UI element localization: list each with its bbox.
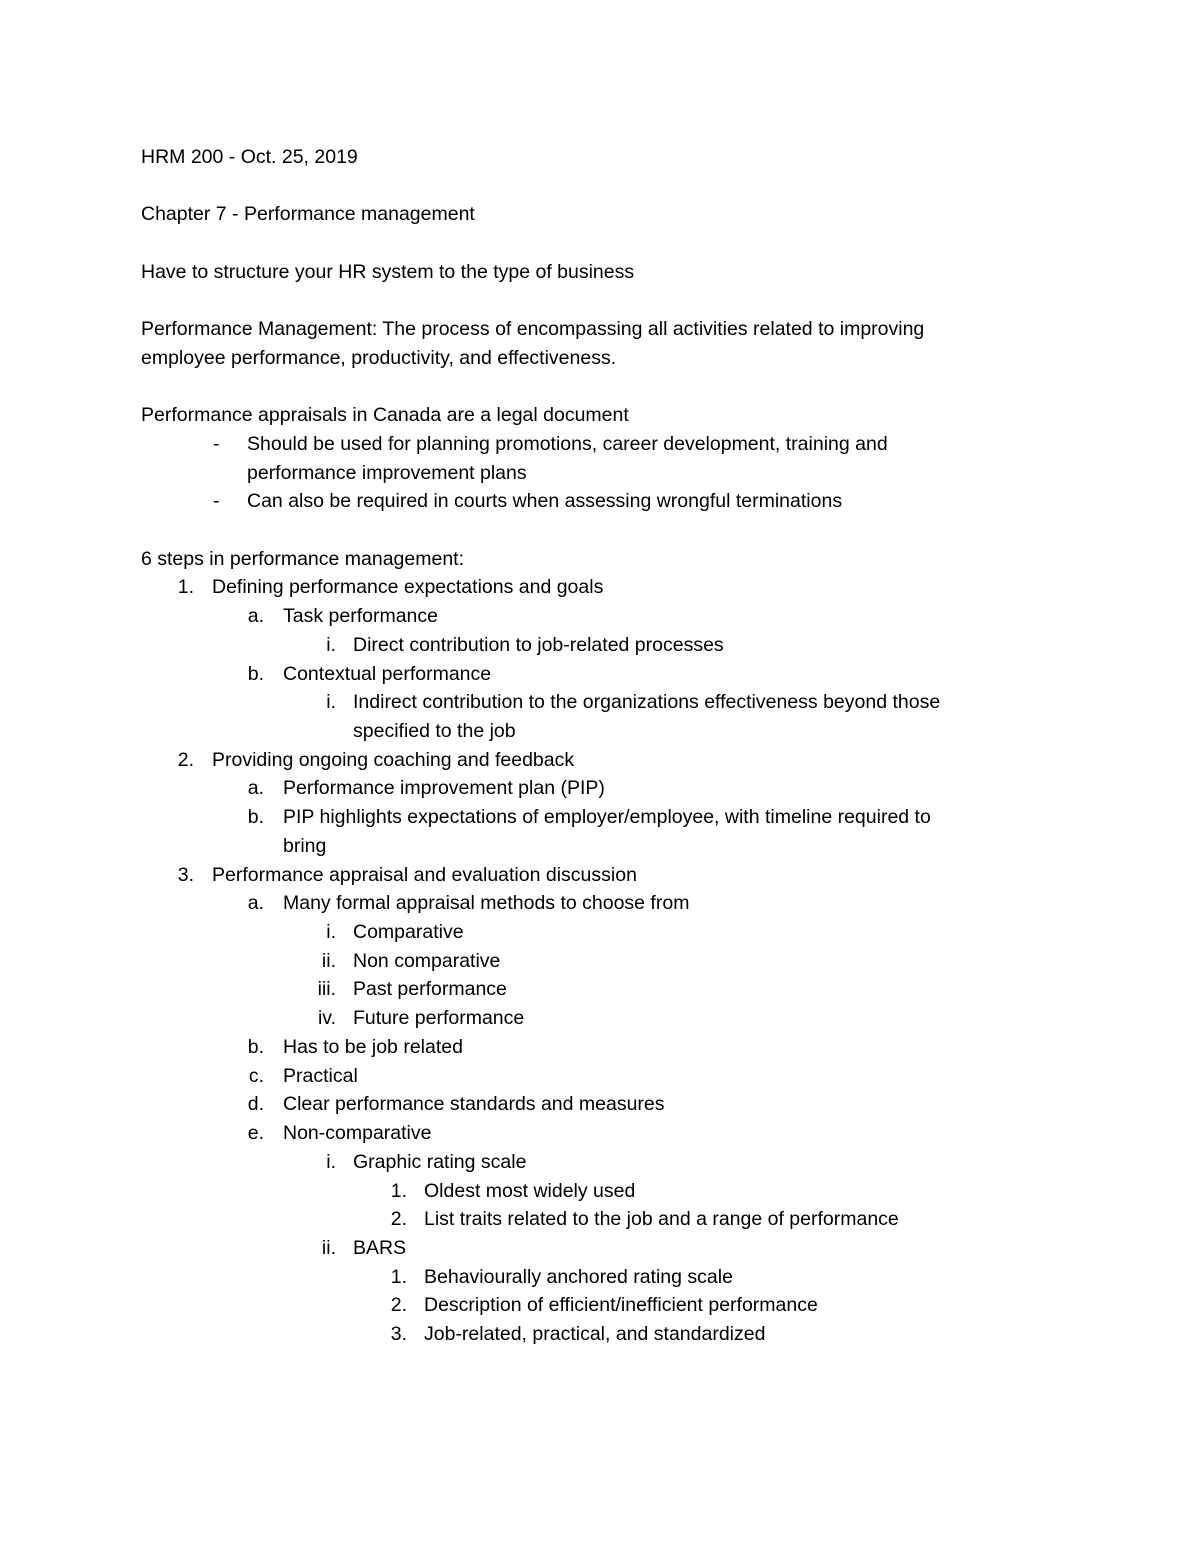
appraisals-heading: Performance appraisals in Canada are a legal document <box>141 404 629 426</box>
bullet-1-line-2: performance improvement plans <box>247 462 527 484</box>
document-header: HRM 200 - Oct. 25, 2019 <box>141 146 358 168</box>
step-3b: Has to be job related <box>283 1036 463 1058</box>
step-3a-i: Comparative <box>353 921 464 943</box>
step-3e-i-2: List traits related to the job and a range of performance <box>424 1208 899 1230</box>
step-3: Performance appraisal and evaluation discussion <box>212 864 637 886</box>
list-roman: ii. <box>321 950 336 972</box>
step-2b-line-2: bring <box>283 835 327 857</box>
step-2: Providing ongoing coaching and feedback <box>212 749 575 771</box>
list-number: 1. <box>177 576 194 598</box>
list-letter: e. <box>247 1122 264 1144</box>
step-1b-i-line-2: specified to the job <box>353 720 516 742</box>
list-roman: i. <box>326 634 336 656</box>
definition-line-2: employee performance, productivity, and effectiveness. <box>141 347 617 369</box>
list-number: 2. <box>390 1294 407 1316</box>
step-3a-ii: Non comparative <box>353 950 501 972</box>
bullet-1-line-1: Should be used for planning promotions, career development, training and <box>247 433 888 455</box>
step-3e-ii: BARS <box>353 1237 407 1259</box>
step-1b: Contextual performance <box>283 663 492 685</box>
step-2b-line-1: PIP highlights expectations of employer/employee, with timeline required to <box>283 806 931 828</box>
step-1b-i-line-1: Indirect contribution to the organizations effectiveness beyond those <box>353 691 941 713</box>
step-3a-iv: Future performance <box>353 1007 525 1029</box>
step-3d: Clear performance standards and measures <box>283 1093 665 1115</box>
step-3e: Non-comparative <box>283 1122 432 1144</box>
step-3e-ii-2: Description of efficient/inefficient performance <box>424 1294 818 1316</box>
list-roman: ii. <box>321 1237 336 1259</box>
list-letter: b. <box>247 1036 264 1058</box>
bullet-dash: - <box>213 490 220 512</box>
step-1: Defining performance expectations and goals <box>212 576 604 598</box>
list-number: 3. <box>177 864 194 886</box>
step-3e-i: Graphic rating scale <box>353 1151 527 1173</box>
list-roman: i. <box>326 1151 336 1173</box>
list-roman: iv. <box>317 1007 336 1029</box>
list-number: 3. <box>390 1323 407 1345</box>
step-3a-iii: Past performance <box>353 978 507 1000</box>
list-letter: a. <box>247 777 264 799</box>
list-roman: i. <box>326 691 336 713</box>
list-number: 2. <box>390 1208 407 1230</box>
list-letter: a. <box>247 605 264 627</box>
step-3e-i-1: Oldest most widely used <box>424 1180 636 1202</box>
list-number: 1. <box>390 1266 407 1288</box>
steps-heading: 6 steps in performance management: <box>141 548 465 570</box>
step-3e-ii-3: Job-related, practical, and standardized <box>424 1323 766 1345</box>
list-roman: iii. <box>317 978 336 1000</box>
list-number: 1. <box>390 1180 407 1202</box>
bullet-2: Can also be required in courts when assessing wrongful terminations <box>247 490 843 512</box>
list-roman: i. <box>326 921 336 943</box>
chapter-title: Chapter 7 - Performance management <box>141 203 475 225</box>
step-3a: Many formal appraisal methods to choose from <box>283 892 690 914</box>
step-1a-i: Direct contribution to job-related processes <box>353 634 724 656</box>
definition-line-1: Performance Management: The process of encompassing all activities related to improving <box>141 318 925 340</box>
step-2a: Performance improvement plan (PIP) <box>283 777 605 799</box>
list-letter: a. <box>247 892 264 914</box>
list-letter: b. <box>247 806 264 828</box>
list-letter: c. <box>248 1065 264 1087</box>
list-letter: b. <box>247 663 264 685</box>
list-number: 2. <box>177 749 194 771</box>
step-3e-ii-1: Behaviourally anchored rating scale <box>424 1266 733 1288</box>
list-letter: d. <box>247 1093 264 1115</box>
step-3c: Practical <box>283 1065 358 1087</box>
bullet-dash: - <box>213 433 220 455</box>
intro-paragraph: Have to structure your HR system to the type of business <box>141 261 635 283</box>
step-1a: Task performance <box>283 605 438 627</box>
